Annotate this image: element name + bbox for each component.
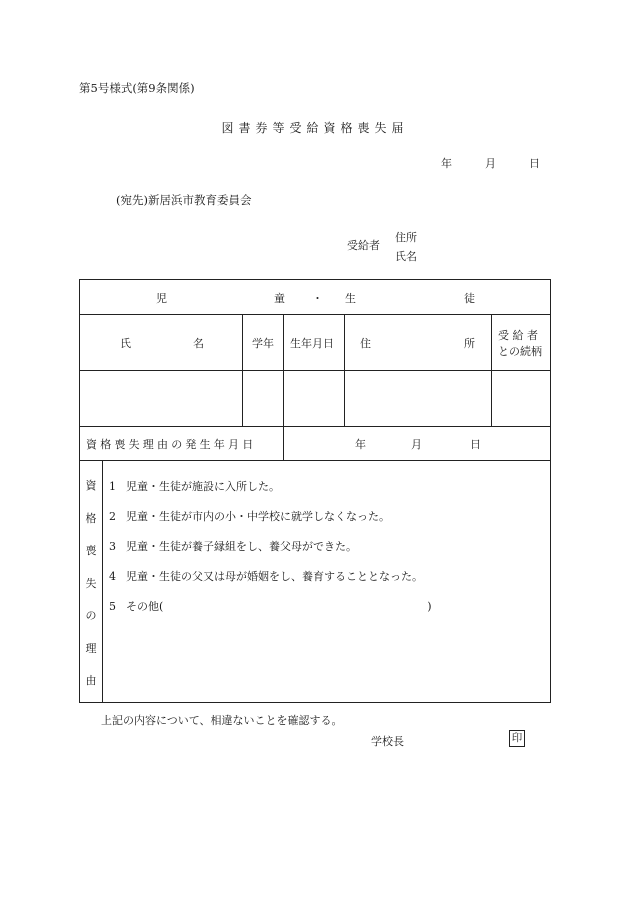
reason-item — [109, 562, 432, 592]
section-header-char: 生 — [345, 292, 356, 305]
reason-label-char: 失 — [85, 576, 97, 590]
column-header-relation: 受 給 者 — [498, 329, 538, 342]
loss-date-label: 資格喪失理由の発生年月日 — [86, 438, 257, 451]
reason-text: 児童・生徒が養子縁組をし、養父母ができた。 — [126, 540, 357, 553]
table-rule — [80, 426, 550, 427]
reason-label-char: の — [85, 609, 97, 622]
applicant-label: 受給者 — [347, 239, 380, 252]
date-month: 月 — [485, 157, 496, 170]
section-header-char: 徒 — [464, 292, 475, 305]
reason-label-char: 理 — [85, 641, 97, 655]
column-header-relation: との続柄 — [498, 345, 542, 358]
column-header-name: 氏 — [120, 337, 131, 350]
column-header-address: 住 — [360, 337, 371, 350]
reason-number: 1 — [109, 480, 116, 493]
principal-label: 学校長 — [371, 735, 404, 748]
reason-item — [109, 532, 432, 562]
reason-number: 3 — [109, 540, 116, 553]
column-header-address: 所 — [464, 337, 475, 350]
submission-date — [441, 155, 540, 171]
reason-vertical-label — [80, 470, 102, 698]
reason-text: 児童・生徒の父又は母が婚姻をし、養育することとなった。 — [126, 570, 423, 583]
reason-other-close: ) — [427, 600, 432, 613]
reason-list — [109, 472, 432, 622]
reason-label-char: 由 — [85, 674, 97, 687]
reason-number: 5 — [109, 600, 116, 613]
confirmation-text: 上記の内容について、相違ないことを確認する。 — [101, 714, 343, 727]
section-header-char: 児 — [156, 292, 167, 305]
table-rule — [344, 314, 345, 426]
loss-date-year: 年 — [355, 438, 366, 451]
loss-date-month: 月 — [411, 438, 422, 451]
table-rule — [80, 370, 550, 371]
form-number: 第5号様式(第9条関係) — [79, 81, 195, 95]
column-header-birthdate: 生年月日 — [290, 337, 334, 350]
reason-section — [80, 460, 550, 703]
reason-label-char: 格 — [85, 511, 97, 525]
reason-label-char: 喪 — [85, 544, 97, 557]
reason-item — [109, 472, 432, 502]
form-table — [79, 279, 551, 703]
reason-text: 児童・生徒が市内の小・中学校に就学しなくなった。 — [126, 510, 390, 523]
table-rule — [242, 314, 243, 426]
reason-text: 児童・生徒が施設に入所した。 — [126, 480, 280, 493]
table-rule — [491, 314, 492, 426]
loss-date-day: 日 — [470, 438, 481, 451]
date-year: 年 — [441, 157, 452, 170]
reason-item — [109, 502, 432, 532]
date-day: 日 — [529, 157, 540, 170]
column-header-grade: 学年 — [252, 337, 274, 350]
reason-item — [109, 592, 432, 622]
table-rule — [283, 314, 284, 426]
table-rule — [283, 426, 284, 460]
section-header-char: ・ — [312, 292, 323, 305]
addressee: (宛先)新居浜市教育委員会 — [116, 193, 252, 207]
reason-text: その他( — [126, 600, 164, 613]
reason-number: 2 — [109, 510, 116, 523]
seal-mark: 印 — [509, 730, 525, 747]
document-title: 図書券等受給資格喪失届 — [221, 121, 409, 135]
column-header-name: 名 — [193, 337, 204, 350]
reason-label-char: 資 — [85, 479, 97, 492]
table-rule — [80, 314, 550, 315]
section-header-char: 童 — [274, 292, 285, 305]
applicant-fields — [395, 228, 417, 266]
reason-number: 4 — [109, 570, 116, 583]
applicant-name-label: 氏名 — [395, 250, 417, 263]
applicant-address-label: 住所 — [395, 231, 417, 244]
